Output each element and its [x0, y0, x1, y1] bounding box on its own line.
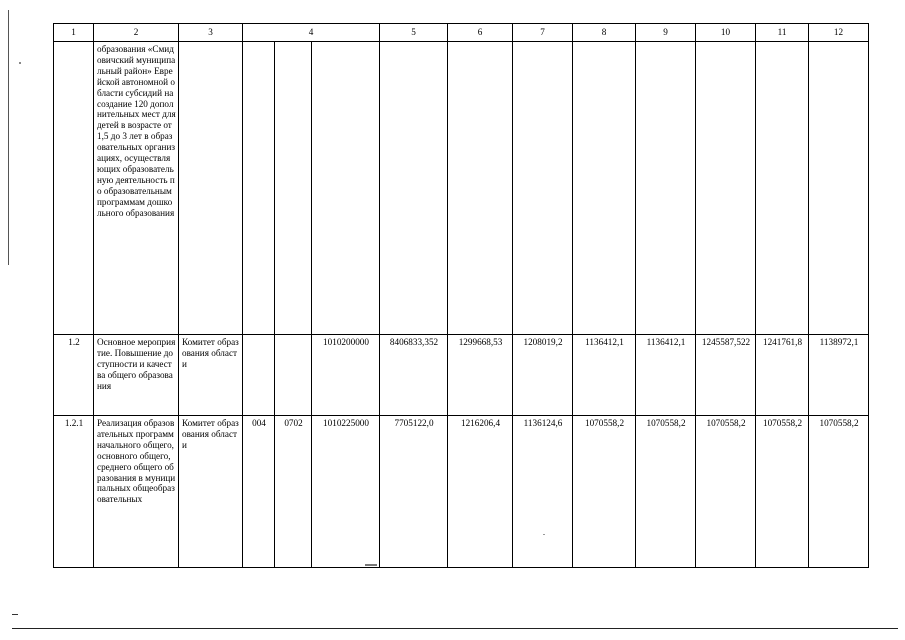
value-11: [756, 42, 809, 335]
row-number: [54, 42, 94, 335]
value-9: 1136412,1: [636, 335, 696, 416]
code-csr: 1010200000: [312, 335, 380, 416]
table-row: [54, 42, 869, 335]
code-grbs: [243, 42, 275, 335]
value-10: [696, 42, 756, 335]
measure-name: образования «Смидовичский муниципальный район» Еврейской автономной области субсидий на создание 120 дополнительных мест для детей в возрасте от 1,5 до 3 лет в образовательных организациях, осуществляющих образовательную деятельность по образовательным программам дошкольного образования: [94, 42, 179, 335]
row-number: 1.2.1: [54, 416, 94, 568]
code-rz: 0702: [275, 416, 312, 568]
header-cell: 4: [243, 24, 380, 42]
executor: [179, 42, 243, 335]
value-8: 1136412,1: [573, 335, 636, 416]
value-6: 1299668,53: [448, 335, 513, 416]
executor: Комитет образования области: [179, 335, 243, 416]
code-rz: [275, 335, 312, 416]
header-cell: 11: [756, 24, 809, 42]
header-row: [54, 24, 869, 42]
value-9: 1070558,2: [636, 416, 696, 568]
header-cell: 9: [636, 24, 696, 42]
value-12: 1138972,1: [809, 335, 869, 416]
value-11: 1241761,8: [756, 335, 809, 416]
header-cell: 10: [696, 24, 756, 42]
value-7: 1208019,2: [513, 335, 573, 416]
value-10: 1245587,522: [696, 335, 756, 416]
code-csr: [312, 42, 380, 335]
header-cell: 12: [809, 24, 869, 42]
header-cell: 7: [513, 24, 573, 42]
header-cell: 8: [573, 24, 636, 42]
row-number: 1.2: [54, 335, 94, 416]
value-7: [513, 42, 573, 335]
margin-line: [8, 10, 9, 265]
value-12: 1070558,2: [809, 416, 869, 568]
table-row: [54, 335, 869, 416]
program-table: [53, 23, 869, 568]
header-cell: 3: [179, 24, 243, 42]
table-row: [54, 416, 869, 568]
value-8: [573, 42, 636, 335]
header-cell: 1: [54, 24, 94, 42]
scan-dot: [19, 62, 21, 64]
code-grbs: [243, 335, 275, 416]
value-10: 1070558,2: [696, 416, 756, 568]
value-11: 1070558,2: [756, 416, 809, 568]
header-cell: 5: [380, 24, 448, 42]
header-cell: 2: [94, 24, 179, 42]
value-5: 7705122,0: [380, 416, 448, 568]
value-12: [809, 42, 869, 335]
code-rz: [275, 42, 312, 335]
measure-name: Основное мероприятие. Повышение доступности и качества общего образования: [94, 335, 179, 416]
executor: Комитет образования области: [179, 416, 243, 568]
value-8: 1070558,2: [573, 416, 636, 568]
page-bottom-rule: [12, 628, 898, 629]
value-5: 8406833,352: [380, 335, 448, 416]
measure-name: Реализация образовательных программ начального общего, основного общего, среднего общего образования в муниципальных общеобразовательных: [94, 416, 179, 568]
code-csr: 1010225000: [312, 416, 380, 568]
code-grbs: 004: [243, 416, 275, 568]
value-5: [380, 42, 448, 335]
value-9: [636, 42, 696, 335]
page-mark: [12, 614, 18, 615]
value-6: 1216206,4: [448, 416, 513, 568]
value-6: [448, 42, 513, 335]
value-7: 1136124,6: [513, 416, 573, 568]
header-cell: 6: [448, 24, 513, 42]
